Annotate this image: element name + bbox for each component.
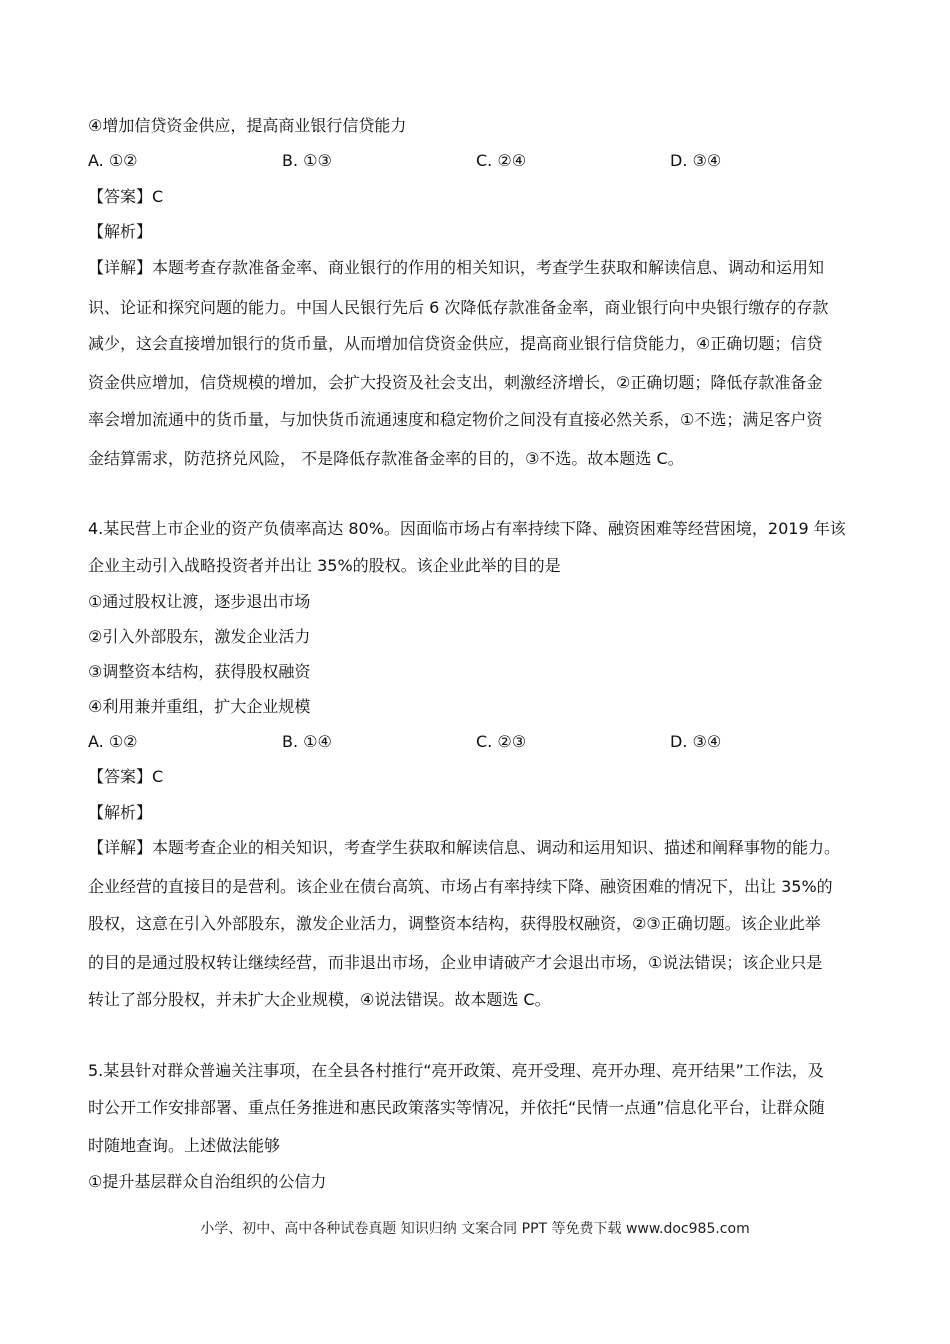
q5-stem-line: 时随地查询。上述做法能够 bbox=[88, 1136, 281, 1155]
q4-choice-d: D. ③④ bbox=[670, 732, 722, 751]
q5-stem-line: 时公开工作安排部署、重点任务推进和惠民政策落实等情况，并依托“民情一点通”信息化平台，让群众随 bbox=[88, 1098, 825, 1117]
page-footer: 小学、初中、高中各种试卷真题 知识归纳 文案合同 PPT 等免费下载 www.doc985.com bbox=[200, 1221, 750, 1237]
q3-choices bbox=[88, 151, 878, 171]
q4-detail-line: 企业经营的直接目的是营利。该企业在债台高筑、市场占有率持续下降、融资困难的情况下，出让 35%的 bbox=[88, 877, 833, 896]
q4-stem-line: 企业主动引入战略投资者并出让 35%的股权。该企业此举的目的是 bbox=[88, 556, 561, 575]
q3-detail-line: 【详解】本题考查存款准备金率、商业银行的作用的相关知识，考查学生获取和解读信息、调动和运用知 bbox=[88, 258, 825, 277]
q4-answer: 【答案】C bbox=[88, 767, 164, 786]
q4-choice-c: C. ②③ bbox=[476, 732, 527, 751]
q3-choice-d: D. ③④ bbox=[670, 151, 722, 170]
q3-detail-line: 金结算需求，防范挤兑风险， 不是降低存款准备金率的目的，③不选。故本题选 C。 bbox=[88, 449, 684, 468]
q4-choices bbox=[88, 732, 878, 752]
q3-detail-line: 率会增加流通中的货币量，与加快货币流通速度和稳定物价之间没有直接必然关系，①不选；满足客户资 bbox=[88, 410, 823, 429]
q3-detail-line: 识、论证和探究问题的能力。中国人民银行先后 6 次降低存款准备金率，商业银行向中央银行缴存的存款 bbox=[88, 298, 829, 317]
q4-option-4: ④利用兼并重组，扩大企业规模 bbox=[88, 697, 311, 716]
q3-analysis-label: 【解析】 bbox=[88, 222, 153, 241]
q4-analysis-label: 【解析】 bbox=[88, 803, 153, 822]
q3-choice-c: C. ②④ bbox=[476, 151, 527, 170]
q4-option-2: ②引入外部股东，激发企业活力 bbox=[88, 627, 311, 646]
q4-option-1: ①通过股权让渡，逐步退出市场 bbox=[88, 592, 311, 611]
q3-option-4: ④增加信贷资金供应，提高商业银行信贷能力 bbox=[88, 116, 407, 135]
q4-option-3: ③调整资本结构，获得股权融资 bbox=[88, 662, 311, 681]
q3-choice-a: A. ①② bbox=[88, 151, 138, 170]
q4-detail-line: 【详解】本题考查企业的相关知识，考查学生获取和解读信息、调动和运用知识、描述和阐释事物的能力。 bbox=[88, 838, 841, 857]
q4-choice-b: B. ①④ bbox=[282, 732, 332, 751]
q3-detail-line: 减少，这会直接增加银行的货币量，从而增加信贷资金供应，提高商业银行信贷能力，④正确切题；信贷 bbox=[88, 334, 823, 353]
q3-answer: 【答案】C bbox=[88, 187, 164, 206]
q3-detail-line: 资金供应增加，信贷规模的增加，会扩大投资及社会支出，刺激经济增长，②正确切题；降低存款准备金 bbox=[88, 373, 823, 392]
q4-detail-line: 转让了部分股权，并未扩大企业规模，④说法错误。故本题选 C。 bbox=[88, 990, 551, 1009]
q5-stem-line: 5.某县针对群众普遍关注事项，在全县各村推行“亮开政策、亮开受理、亮开办理、亮开结果”工作法，及 bbox=[88, 1061, 824, 1080]
q5-option-1: ①提升基层群众自治组织的公信力 bbox=[88, 1172, 327, 1191]
q4-choice-a: A. ①② bbox=[88, 732, 138, 751]
q4-stem-line: 4.某民营上市企业的资产负债率高达 80%。因面临市场占有率持续下降、融资困难等经营困境，2019 年该 bbox=[88, 519, 846, 538]
q3-choice-b: B. ①③ bbox=[282, 151, 332, 170]
q4-detail-line: 股权，这意在引入外部股东，激发企业活力，调整资本结构，获得股权融资，②③正确切题。该企业此举 bbox=[88, 914, 821, 933]
q4-detail-line: 的目的是通过股权转让继续经营，而非退出市场，企业申请破产才会退出市场，①说法错误；该企业只是 bbox=[88, 953, 823, 972]
